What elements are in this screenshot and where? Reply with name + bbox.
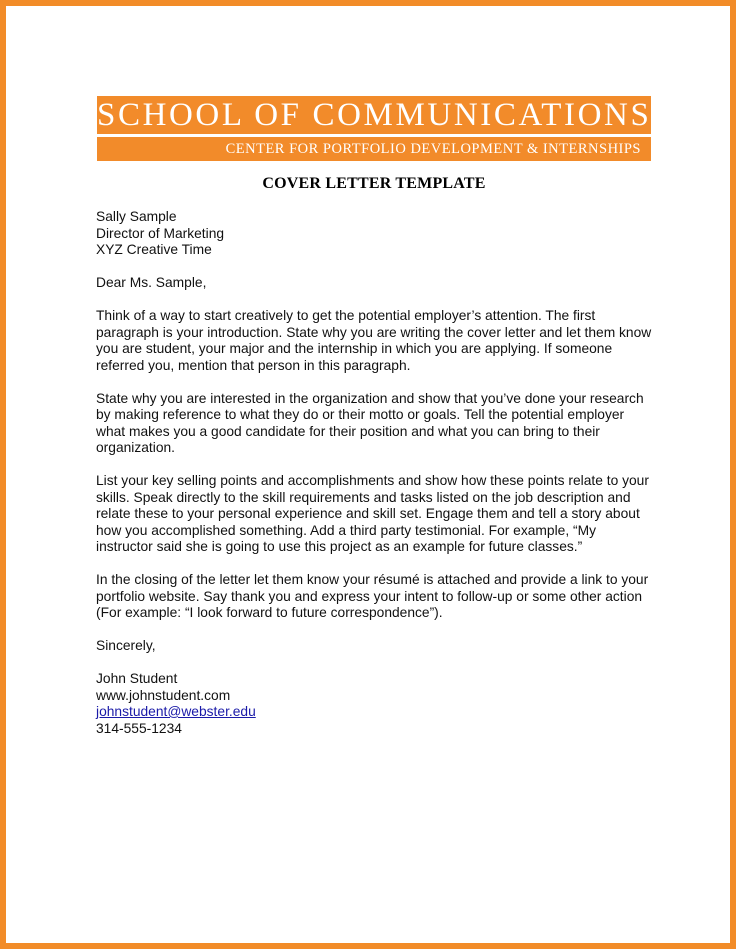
recipient-name: Sally Sample [96,209,177,224]
recipient-company: XYZ Creative Time [96,242,212,257]
signature-name: John Student [96,671,178,686]
paragraph-intro: Think of a way to start creatively to get the potential employer’s attention. The first paragraph is your introduction. State why you are writing the cover letter and let them know you are student, your major and the internship in which you are applying. If someone referred you, mention that person in this paragraph. [96,308,652,373]
school-name-banner [97,96,651,134]
center-name: CENTER FOR PORTFOLIO DEVELOPMENT & INTERNSHIPS [225,141,641,157]
center-name-banner [97,137,651,161]
paragraph-closing: In the closing of the letter let them know your résumé is attached and provide a link to your portfolio website. Say thank you and express your intent to follow-up or some other action (For example: “I look forward to future correspondence”). [96,572,649,620]
signature-block [96,671,656,737]
recipient-block [96,209,656,259]
salutation: Dear Ms. Sample, [96,275,207,290]
signature-email-link[interactable]: johnstudent@webster.edu [96,704,256,719]
paragraph-selling-points: List your key selling points and accomplishments and show how these points relate to your skills. Speak directly to the skill requirements and tasks listed on the job description and relate these to your personal experience and skill set. Engage them and tell a story about how you accomplished something. Add a third party testimonial. For example, “My instructor said she is going to use this project as an example for future classes.” [96,473,649,554]
recipient-position: Director of Marketing [96,225,225,241]
document-title: COVER LETTER TEMPLATE [262,175,486,192]
signature-phone: 314-555-1234 [96,720,182,736]
signature-website: www.johnstudent.com [96,687,231,703]
letter-body [96,209,656,737]
paragraph-interest: State why you are interested in the organization and show that you’ve done your research by making reference to what they do or their motto or goals. Tell the potential employer what makes you a good candidate for their position and what you can bring to their organization. [96,390,644,455]
header-banner [97,96,651,161]
school-name: SCHOOL OF COMMUNICATIONS [97,97,652,133]
closing-line: Sincerely, [96,638,156,653]
